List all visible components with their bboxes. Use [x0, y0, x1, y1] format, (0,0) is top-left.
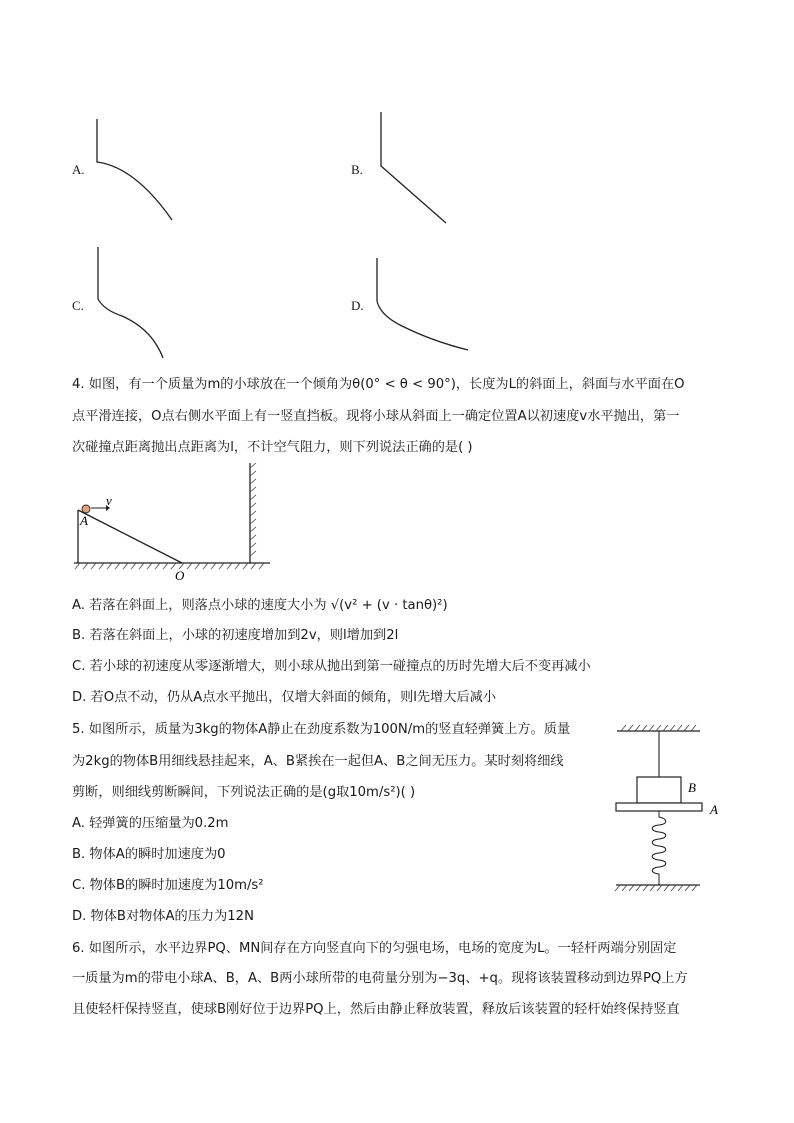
- q5-stem-line-3: 剪断，则细线剪断瞬间，下列说法正确的是(g取10m/s²)( ): [72, 785, 416, 800]
- q4-stem-line-2: 点平滑连接，O点右侧水平面上有一竖直挡板。现将小球从斜面上一确定位置A以初速度v水平抛出，第一: [72, 409, 680, 424]
- q5-stem-line-1: 5. 如图所示，质量为3kg的物体A静止在劲度系数为100N/m的竖直轻弹簧上方。质量: [72, 722, 571, 737]
- q6-stem-line-1: 6. 如图所示，水平边界PQ、MN间存在方向竖直向下的匀强电场，电场的宽度为L。一轻杆两端分别固定: [72, 941, 677, 956]
- graph-option-d-label: D.: [351, 298, 364, 313]
- graph-option-c-curve: [92, 244, 212, 364]
- graph-option-a-curve: [90, 115, 210, 235]
- q4-option-d: D. 若O点不动，仍从A点水平抛出，仅增大斜面的倾角，则l先增大后减小: [72, 690, 497, 705]
- q4-stem-line-3: 次碰撞点距离抛出点距离为l，不计空气阻力，则下列说法正确的是( ): [72, 440, 473, 455]
- q6-stem-line-3: 且使轻杆保持竖直，使球B刚好位于边界PQ上，然后由静止释放装置，释放后该装置的轻杆始终保持竖直: [72, 1002, 680, 1017]
- graph-option-c-label: C.: [72, 298, 84, 313]
- q4-figure-label-a: A: [80, 513, 88, 528]
- graph-option-b-curve: [375, 108, 495, 228]
- q5-option-a: A. 轻弹簧的压缩量为0.2m: [72, 816, 229, 831]
- graph-option-a-label: A.: [72, 162, 85, 177]
- q5-figure-label-a: A: [710, 802, 718, 817]
- q4-option-a: A. 若落在斜面上，则落点小球的速度大小为 √(v² + (v · tanθ)²): [72, 598, 448, 613]
- q5-option-d: D. 物体B对物体A的压力为12N: [72, 909, 254, 924]
- q4-figure-label-o: O: [175, 568, 185, 583]
- q5-option-c: C. 物体B的瞬时加速度为10m/s²: [72, 878, 264, 893]
- graph-option-b-label: B.: [351, 162, 363, 177]
- q5-option-b: B. 物体A的瞬时加速度为0: [72, 847, 226, 862]
- graph-option-d-curve: [372, 255, 492, 375]
- q4-option-b: B. 若落在斜面上，小球的初速度增加到2v，则l增加到2l: [72, 628, 399, 643]
- q6-stem-line-2: 一质量为m的带电小球A、B，A、B两小球所带的电荷量分别为−3q、+q。现将该装置移动到边界PQ上方: [72, 971, 688, 986]
- q4-figure: [72, 460, 292, 585]
- q5-figure-label-b: B: [688, 780, 696, 795]
- q5-figure: [612, 713, 732, 898]
- q5-stem-line-2: 为2kg的物体B用细线悬挂起来，A、B紧挨在一起但A、B之间无压力。某时刻将细线: [72, 754, 564, 769]
- q4-figure-label-v: v: [106, 493, 112, 508]
- q4-stem-line-1: 4. 如图，有一个质量为m的小球放在一个倾角为θ(0° < θ < 90°)，长度为L的斜面上，斜面与水平面在O: [72, 377, 685, 392]
- q4-option-c: C. 若小球的初速度从零逐渐增大，则小球从抛出到第一碰撞点的历时先增大后不变再减小: [72, 659, 591, 674]
